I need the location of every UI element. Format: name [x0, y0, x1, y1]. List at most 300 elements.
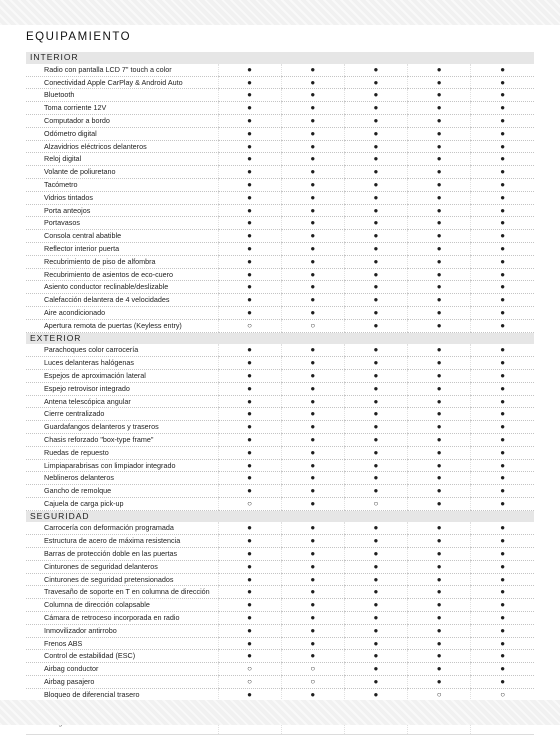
table-row — [26, 306, 534, 319]
table-row — [26, 89, 534, 102]
feature-label: Cámara de retroceso incorporada en radio — [26, 612, 218, 625]
included-dot: ● — [218, 395, 281, 408]
table-row — [26, 676, 534, 689]
included-dot: ● — [408, 433, 471, 446]
included-dot: ● — [408, 676, 471, 689]
included-dot: ● — [218, 76, 281, 89]
included-dot: ● — [408, 319, 471, 332]
included-dot: ● — [281, 268, 344, 281]
table-row — [26, 612, 534, 625]
table-row — [26, 382, 534, 395]
included-dot: ● — [281, 497, 344, 510]
included-dot: ● — [471, 369, 534, 382]
included-dot: ● — [281, 191, 344, 204]
included-dot: ● — [408, 153, 471, 166]
included-dot: ● — [281, 230, 344, 243]
included-dot: ● — [408, 472, 471, 485]
included-dot: ● — [281, 217, 344, 230]
included-dot: ● — [408, 102, 471, 115]
included-dot: ● — [408, 114, 471, 127]
included-dot: ● — [218, 294, 281, 307]
feature-label: Recubrimiento de asientos de eco-cuero — [26, 268, 218, 281]
included-dot: ● — [281, 153, 344, 166]
table-row — [26, 433, 534, 446]
included-dot: ● — [281, 637, 344, 650]
feature-label: Reloj digital — [26, 153, 218, 166]
included-dot: ● — [471, 166, 534, 179]
feature-label: Guardafangos delanteros y traseros — [26, 421, 218, 434]
included-dot: ● — [471, 382, 534, 395]
optional-circle: ○ — [344, 497, 407, 510]
equipment-table — [26, 52, 534, 735]
included-dot: ● — [218, 369, 281, 382]
table-row — [26, 242, 534, 255]
included-dot: ● — [281, 586, 344, 599]
included-dot: ● — [218, 268, 281, 281]
table-row — [26, 535, 534, 548]
included-dot: ● — [408, 573, 471, 586]
feature-label: Radio con pantalla LCD 7" touch a color — [26, 64, 218, 76]
included-dot: ● — [281, 650, 344, 663]
included-dot: ● — [218, 573, 281, 586]
included-dot: ● — [218, 242, 281, 255]
included-dot: ● — [281, 624, 344, 637]
included-dot: ● — [408, 230, 471, 243]
included-dot: ● — [408, 217, 471, 230]
feature-label: Computador a bordo — [26, 114, 218, 127]
included-dot: ● — [408, 663, 471, 676]
included-dot: ● — [344, 357, 407, 370]
table-row — [26, 446, 534, 459]
included-dot: ● — [408, 281, 471, 294]
included-dot: ● — [218, 650, 281, 663]
section-header-seguridad — [26, 510, 534, 522]
section-title: INTERIOR — [26, 52, 534, 64]
table-row — [26, 204, 534, 217]
included-dot: ● — [471, 178, 534, 191]
included-dot: ● — [344, 637, 407, 650]
feature-label: Porta anteojos — [26, 204, 218, 217]
included-dot: ● — [344, 650, 407, 663]
included-dot: ● — [471, 548, 534, 561]
included-dot: ● — [281, 472, 344, 485]
included-dot: ● — [344, 178, 407, 191]
included-dot: ● — [471, 485, 534, 498]
included-dot: ● — [408, 178, 471, 191]
feature-label: Conectividad Apple CarPlay & Android Auto — [26, 76, 218, 89]
feature-label: Ruedas de repuesto — [26, 446, 218, 459]
included-dot: ● — [471, 230, 534, 243]
section-header-exterior — [26, 332, 534, 344]
included-dot: ● — [471, 586, 534, 599]
included-dot: ● — [218, 637, 281, 650]
feature-label: Odómetro digital — [26, 127, 218, 140]
included-dot: ● — [344, 573, 407, 586]
feature-label: Parachoques color carrocería — [26, 344, 218, 356]
included-dot: ● — [471, 281, 534, 294]
included-dot: ● — [218, 485, 281, 498]
table-row — [26, 281, 534, 294]
included-dot: ● — [344, 472, 407, 485]
included-dot: ● — [471, 294, 534, 307]
included-dot: ● — [281, 166, 344, 179]
feature-label: Antena telescópica angular — [26, 395, 218, 408]
included-dot: ● — [344, 676, 407, 689]
included-dot: ● — [344, 663, 407, 676]
included-dot: ● — [218, 472, 281, 485]
table-row — [26, 369, 534, 382]
table-row — [26, 64, 534, 76]
bottom-decorative-band — [0, 700, 560, 725]
included-dot: ● — [281, 688, 344, 701]
table-row — [26, 650, 534, 663]
included-dot: ● — [408, 89, 471, 102]
included-dot: ● — [471, 204, 534, 217]
table-row — [26, 102, 534, 115]
included-dot: ● — [408, 306, 471, 319]
included-dot: ● — [471, 217, 534, 230]
included-dot: ● — [218, 255, 281, 268]
included-dot: ● — [408, 64, 471, 76]
included-dot: ● — [408, 294, 471, 307]
table-row — [26, 114, 534, 127]
feature-label: Estructura de acero de máxima resistencia — [26, 535, 218, 548]
included-dot: ● — [344, 64, 407, 76]
included-dot: ● — [218, 535, 281, 548]
feature-label: Cierre centralizado — [26, 408, 218, 421]
included-dot: ● — [471, 114, 534, 127]
included-dot: ● — [344, 294, 407, 307]
feature-label: Vidrios tintados — [26, 191, 218, 204]
feature-label: Espejo retrovisor integrado — [26, 382, 218, 395]
included-dot: ● — [471, 64, 534, 76]
feature-label: Toma corriente 12V — [26, 102, 218, 115]
included-dot: ● — [344, 127, 407, 140]
included-dot: ● — [344, 281, 407, 294]
feature-label: Cinturones de seguridad delanteros — [26, 560, 218, 573]
table-row — [26, 178, 534, 191]
feature-label: Asiento conductor reclinable/deslizable — [26, 281, 218, 294]
feature-label: Bloqueo de diferencial trasero — [26, 688, 218, 701]
included-dot: ● — [344, 612, 407, 625]
feature-label: Consola central abatible — [26, 230, 218, 243]
feature-label: Chasis reforzado "box-type frame" — [26, 433, 218, 446]
included-dot: ● — [218, 522, 281, 534]
feature-label: Tacómetro — [26, 178, 218, 191]
included-dot: ● — [344, 599, 407, 612]
included-dot: ● — [408, 446, 471, 459]
included-dot: ● — [471, 255, 534, 268]
included-dot: ● — [408, 395, 471, 408]
included-dot: ● — [218, 204, 281, 217]
included-dot: ● — [344, 114, 407, 127]
included-dot: ● — [408, 586, 471, 599]
included-dot: ● — [471, 446, 534, 459]
included-dot: ● — [344, 242, 407, 255]
feature-label: Travesaño de soporte en T en columna de dirección — [26, 586, 218, 599]
table-row — [26, 459, 534, 472]
included-dot: ● — [218, 624, 281, 637]
included-dot: ● — [218, 446, 281, 459]
included-dot: ● — [408, 560, 471, 573]
feature-label: Reflector interior puerta — [26, 242, 218, 255]
included-dot: ● — [281, 242, 344, 255]
feature-label: Espejos de aproximación lateral — [26, 369, 218, 382]
included-dot: ● — [218, 178, 281, 191]
included-dot: ● — [344, 140, 407, 153]
included-dot: ● — [218, 153, 281, 166]
included-dot: ● — [471, 497, 534, 510]
feature-label: Inmovilizador antirrobo — [26, 624, 218, 637]
feature-label: Control de estabilidad (ESC) — [26, 650, 218, 663]
included-dot: ● — [471, 395, 534, 408]
optional-circle: ○ — [281, 319, 344, 332]
feature-label: Alzavidrios eléctricos delanteros — [26, 140, 218, 153]
optional-circle: ○ — [471, 688, 534, 701]
included-dot: ● — [218, 64, 281, 76]
included-dot: ● — [281, 599, 344, 612]
included-dot: ● — [408, 421, 471, 434]
included-dot: ● — [218, 344, 281, 356]
included-dot: ● — [408, 650, 471, 663]
included-dot: ● — [408, 624, 471, 637]
feature-label: Carrocería con deformación programada — [26, 522, 218, 534]
optional-circle: ○ — [281, 663, 344, 676]
table-row — [26, 153, 534, 166]
included-dot: ● — [281, 294, 344, 307]
included-dot: ● — [281, 204, 344, 217]
included-dot: ● — [281, 369, 344, 382]
included-dot: ● — [218, 357, 281, 370]
included-dot: ● — [281, 89, 344, 102]
feature-label: Neblineros delanteros — [26, 472, 218, 485]
included-dot: ● — [281, 178, 344, 191]
included-dot: ● — [281, 382, 344, 395]
included-dot: ● — [344, 688, 407, 701]
included-dot: ● — [281, 612, 344, 625]
included-dot: ● — [281, 140, 344, 153]
included-dot: ● — [344, 204, 407, 217]
table-row — [26, 522, 534, 534]
included-dot: ● — [408, 369, 471, 382]
included-dot: ● — [471, 191, 534, 204]
included-dot: ● — [408, 535, 471, 548]
table-row — [26, 268, 534, 281]
included-dot: ● — [344, 255, 407, 268]
included-dot: ● — [471, 344, 534, 356]
feature-label: Limpiaparabrisas con limpiador integrado — [26, 459, 218, 472]
included-dot: ● — [344, 369, 407, 382]
feature-label: Frenos ABS — [26, 637, 218, 650]
optional-circle: ○ — [218, 319, 281, 332]
included-dot: ● — [218, 560, 281, 573]
included-dot: ● — [471, 421, 534, 434]
included-dot: ● — [408, 268, 471, 281]
included-dot: ● — [281, 344, 344, 356]
included-dot: ● — [281, 459, 344, 472]
included-dot: ● — [408, 255, 471, 268]
included-dot: ● — [408, 191, 471, 204]
included-dot: ● — [344, 89, 407, 102]
included-dot: ● — [471, 663, 534, 676]
included-dot: ● — [344, 421, 407, 434]
included-dot: ● — [344, 382, 407, 395]
included-dot: ● — [408, 408, 471, 421]
section-title: SEGURIDAD — [26, 510, 534, 522]
table-row — [26, 637, 534, 650]
included-dot: ● — [281, 64, 344, 76]
table-row — [26, 217, 534, 230]
included-dot: ● — [344, 166, 407, 179]
feature-label: Aire acondicionado — [26, 306, 218, 319]
included-dot: ● — [218, 281, 281, 294]
included-dot: ● — [218, 102, 281, 115]
feature-label: Airbag pasajero — [26, 676, 218, 689]
included-dot: ● — [281, 446, 344, 459]
included-dot: ● — [281, 114, 344, 127]
included-dot: ● — [471, 319, 534, 332]
included-dot: ● — [408, 459, 471, 472]
included-dot: ● — [344, 319, 407, 332]
included-dot: ● — [408, 612, 471, 625]
included-dot: ● — [218, 688, 281, 701]
included-dot: ● — [218, 548, 281, 561]
included-dot: ● — [344, 153, 407, 166]
table-row — [26, 166, 534, 179]
included-dot: ● — [408, 76, 471, 89]
feature-label: Volante de poliuretano — [26, 166, 218, 179]
feature-label: Gancho de remolque — [26, 485, 218, 498]
included-dot: ● — [471, 573, 534, 586]
feature-label: Recubrimiento de piso de alfombra — [26, 255, 218, 268]
table-row — [26, 472, 534, 485]
included-dot: ● — [344, 191, 407, 204]
included-dot: ● — [218, 408, 281, 421]
included-dot: ● — [471, 153, 534, 166]
included-dot: ● — [281, 522, 344, 534]
optional-circle: ○ — [408, 688, 471, 701]
included-dot: ● — [344, 560, 407, 573]
table-row — [26, 497, 534, 510]
included-dot: ● — [218, 382, 281, 395]
included-dot: ● — [471, 637, 534, 650]
included-dot: ● — [471, 140, 534, 153]
included-dot: ● — [218, 586, 281, 599]
included-dot: ● — [471, 624, 534, 637]
included-dot: ● — [471, 89, 534, 102]
included-dot: ● — [218, 421, 281, 434]
feature-label: Cinturones de seguridad pretensionados — [26, 573, 218, 586]
included-dot: ● — [218, 140, 281, 153]
table-row — [26, 319, 534, 332]
optional-circle: ○ — [218, 497, 281, 510]
table-row — [26, 127, 534, 140]
included-dot: ● — [344, 306, 407, 319]
included-dot: ● — [344, 395, 407, 408]
table-row — [26, 485, 534, 498]
section-title: EXTERIOR — [26, 332, 534, 344]
included-dot: ● — [408, 497, 471, 510]
included-dot: ● — [281, 395, 344, 408]
included-dot: ● — [408, 344, 471, 356]
included-dot: ● — [281, 306, 344, 319]
included-dot: ● — [408, 204, 471, 217]
feature-label: Airbag conductor — [26, 663, 218, 676]
included-dot: ● — [281, 548, 344, 561]
included-dot: ● — [281, 281, 344, 294]
included-dot: ● — [471, 676, 534, 689]
feature-label: Barras de protección doble en las puertas — [26, 548, 218, 561]
included-dot: ● — [344, 268, 407, 281]
included-dot: ● — [281, 357, 344, 370]
included-dot: ● — [471, 357, 534, 370]
included-dot: ● — [218, 114, 281, 127]
included-dot: ● — [218, 191, 281, 204]
included-dot: ● — [471, 408, 534, 421]
included-dot: ● — [281, 433, 344, 446]
equipment-table-body — [26, 52, 534, 735]
included-dot: ● — [471, 472, 534, 485]
included-dot: ● — [281, 560, 344, 573]
included-dot: ● — [281, 485, 344, 498]
included-dot: ● — [408, 140, 471, 153]
included-dot: ● — [344, 433, 407, 446]
included-dot: ● — [408, 485, 471, 498]
included-dot: ● — [218, 459, 281, 472]
feature-label: Calefacción delantera de 4 velocidades — [26, 294, 218, 307]
table-row — [26, 76, 534, 89]
included-dot: ● — [344, 548, 407, 561]
table-row — [26, 357, 534, 370]
table-row — [26, 408, 534, 421]
table-row — [26, 344, 534, 356]
feature-label: Apertura remota de puertas (Keyless entry) — [26, 319, 218, 332]
table-row — [26, 140, 534, 153]
included-dot: ● — [471, 599, 534, 612]
included-dot: ● — [408, 637, 471, 650]
table-row — [26, 191, 534, 204]
included-dot: ● — [471, 459, 534, 472]
included-dot: ● — [471, 242, 534, 255]
included-dot: ● — [218, 89, 281, 102]
included-dot: ● — [408, 242, 471, 255]
included-dot: ● — [344, 522, 407, 534]
included-dot: ● — [281, 421, 344, 434]
included-dot: ● — [344, 76, 407, 89]
included-dot: ● — [281, 408, 344, 421]
included-dot: ● — [344, 230, 407, 243]
table-row — [26, 560, 534, 573]
feature-label: Cajuela de carga pick-up — [26, 497, 218, 510]
included-dot: ● — [281, 102, 344, 115]
included-dot: ● — [408, 522, 471, 534]
included-dot: ● — [281, 127, 344, 140]
included-dot: ● — [408, 382, 471, 395]
table-row — [26, 255, 534, 268]
feature-label: Columna de dirección colapsable — [26, 599, 218, 612]
feature-label: Bluetooth — [26, 89, 218, 102]
table-row — [26, 586, 534, 599]
included-dot: ● — [281, 573, 344, 586]
table-row — [26, 294, 534, 307]
included-dot: ● — [218, 599, 281, 612]
included-dot: ● — [218, 306, 281, 319]
included-dot: ● — [471, 102, 534, 115]
section-header-interior — [26, 52, 534, 64]
feature-label: Luces delanteras halógenas — [26, 357, 218, 370]
included-dot: ● — [471, 560, 534, 573]
table-row — [26, 599, 534, 612]
